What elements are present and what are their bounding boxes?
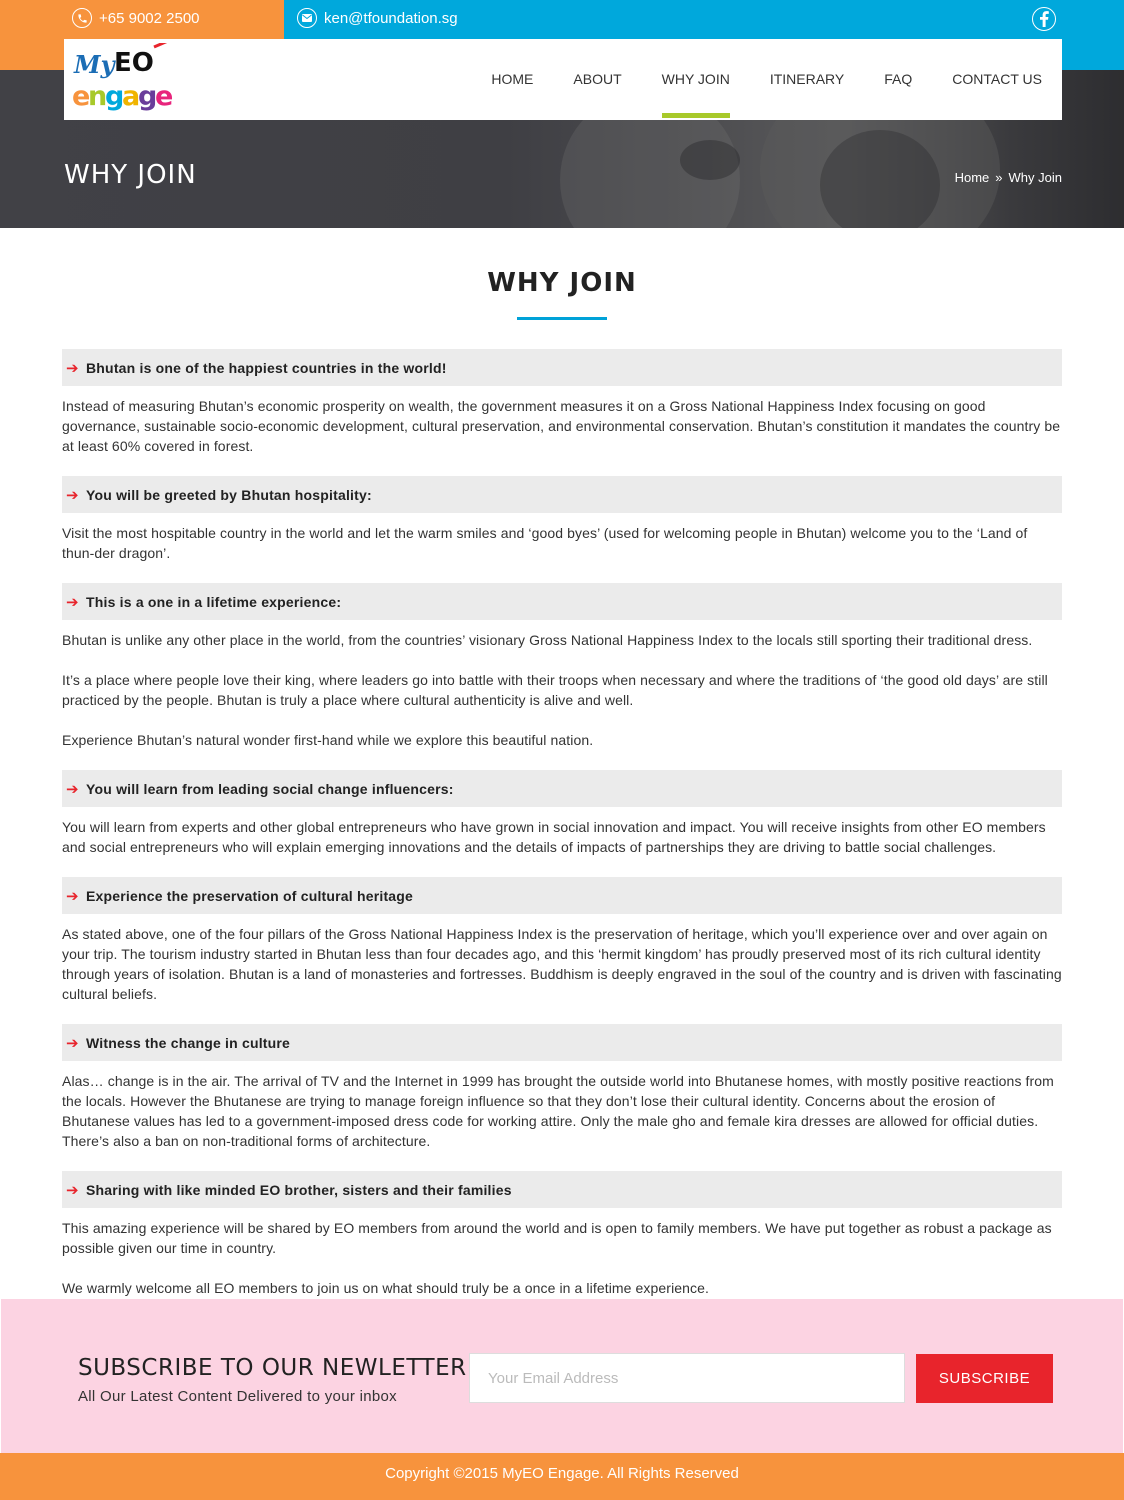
arrow-right-icon: ➔ bbox=[66, 1034, 79, 1052]
section-heading-label: Experience the preservation of cultural heritage bbox=[86, 887, 414, 904]
nav-home[interactable]: HOME bbox=[491, 71, 534, 87]
section-paragraph: Alas… change is in the air. The arrival of TV and the Internet in 1999 has brought the outside world into Bhutanese homes, with mostly positive reactions from the locals. However the Bhutanese are trying to manage foreign influence so that they don’t lose their cultural identity. Concerns about the erosion of Bhutanese values has led to a government-imposed dress code for working attire. Only the male gho and female kira dresses are allowed for official duties. There’s also a ban on non-traditional forms of architecture. bbox=[62, 1073, 1054, 1149]
section-heading bbox=[62, 583, 1062, 620]
newsletter-email-input[interactable] bbox=[469, 1353, 905, 1403]
svg-text:e: e bbox=[155, 81, 174, 112]
breadcrumb bbox=[955, 170, 1062, 185]
phone-number: +65 9002 2500 bbox=[99, 9, 200, 27]
nav-itinerary[interactable]: ITINERARY bbox=[769, 71, 845, 87]
section-heading bbox=[62, 476, 1062, 513]
nav-faq[interactable]: FAQ bbox=[884, 71, 913, 87]
site-header bbox=[64, 39, 1062, 120]
why-join-content bbox=[62, 349, 1062, 1318]
section-paragraph: Visit the most hospitable country in the world and let the warm smiles and ‘good byes’ (used for welcoming people in Bhutan) welcome you to the ‘Land of thun-der dragon’. bbox=[62, 525, 1028, 561]
section-heading-label: Bhutan is one of the happiest countries in the world! bbox=[86, 359, 447, 376]
facebook-icon[interactable] bbox=[1032, 7, 1056, 31]
newsletter-subtitle: All Our Latest Content Delivered to your inbox bbox=[78, 1388, 397, 1405]
svg-text:g: g bbox=[105, 81, 125, 112]
arrow-right-icon: ➔ bbox=[66, 359, 79, 377]
section-paragraph: You will learn from experts and other global entrepreneurs who have grown in social innovation and impact. You will receive insights from other EO members and social entrepreneurs who will explain emerging innovations and the details of impacts of partnerships they are driving to battle social challenges. bbox=[62, 819, 1046, 855]
svg-text:e: e bbox=[72, 81, 91, 112]
myeo-engage-logo[interactable] bbox=[72, 43, 180, 117]
breadcrumb-current: Why Join bbox=[1008, 170, 1062, 185]
banner-title: WHY JOIN bbox=[64, 160, 197, 190]
section-heading bbox=[62, 877, 1062, 914]
section-heading-label: You will be greeted by Bhutan hospitality: bbox=[86, 486, 372, 503]
mail-icon bbox=[297, 8, 317, 28]
email-address: ken@tfoundation.sg bbox=[324, 9, 458, 27]
arrow-right-icon: ➔ bbox=[66, 1181, 79, 1199]
svg-text:n: n bbox=[88, 81, 108, 112]
newsletter-section bbox=[1, 1299, 1123, 1453]
phone-contact[interactable] bbox=[72, 8, 200, 28]
email-contact[interactable] bbox=[297, 8, 458, 28]
newsletter-title: SUBSCRIBE TO OUR NEWLETTER bbox=[78, 1355, 467, 1381]
section-paragraph: We warmly welcome all EO members to join us on what should truly be a once in a lifetime experience. bbox=[62, 1280, 710, 1296]
section-paragraph: Experience Bhutan’s natural wonder first-hand while we explore this beautiful nation. bbox=[62, 732, 594, 748]
section-heading-label: You will learn from leading social change influencers: bbox=[86, 780, 454, 797]
section-paragraph: Instead of measuring Bhutan’s economic prosperity on wealth, the government measures it on a Gross National Happiness Index focusing on good governance, sustainable socio-economic development, cultural preservation, and environmental conservation. Bhutan’s constitution it mandates the country be at least 60% covered in forest. bbox=[62, 398, 1061, 454]
title-underline bbox=[517, 317, 607, 320]
nav-contact-us[interactable]: CONTACT US bbox=[952, 71, 1042, 87]
breadcrumb-separator-icon: » bbox=[995, 170, 1003, 185]
copyright-text: Copyright ©2015 MyEO Engage. All Rights Reserved bbox=[385, 1465, 739, 1482]
section-paragraph: This amazing experience will be shared by EO members from around the world and is open to family members. We have put together as robust a package as possible given our time in country. bbox=[62, 1220, 1052, 1256]
arrow-right-icon: ➔ bbox=[66, 486, 79, 504]
section-heading bbox=[62, 770, 1062, 807]
subscribe-button[interactable]: SUBSCRIBE bbox=[916, 1354, 1053, 1403]
section-heading bbox=[62, 1171, 1062, 1208]
section-heading-label: Witness the change in culture bbox=[86, 1034, 291, 1051]
section-heading bbox=[62, 1024, 1062, 1061]
section-heading-label: Sharing with like minded EO brother, sisters and their families bbox=[86, 1181, 512, 1198]
site-footer bbox=[0, 1453, 1124, 1500]
section-paragraph: Bhutan is unlike any other place in the world, from the countries’ visionary Gross National Happiness Index to the locals still sporting their traditional dress. bbox=[62, 632, 1033, 648]
svg-text:My: My bbox=[74, 50, 115, 79]
section-paragraph: It’s a place where people love their king, where leaders go into battle with their troops when necessary and where the traditions of ‘the good old days’ are still practiced by the people. Bhutan is truly a place where cultural authenticity is alive and well. bbox=[62, 672, 1048, 708]
breadcrumb-home-link[interactable]: Home bbox=[954, 170, 990, 185]
arrow-right-icon: ➔ bbox=[66, 887, 79, 905]
section-paragraph: As stated above, one of the four pillars of the Gross National Happiness Index is the preservation of heritage, which you’ll experience over and over again on your trip. The tourism industry started in Bhutan less than four decades ago, and this ‘hermit kingdom’ has proudly preserved most of its rich cultural identity through years of isolation. Bhutan is a land of monasteries and fortresses. Buddhism is deeply engraved in the soul of the country and is driven with fascinating cultural beliefs. bbox=[62, 926, 1062, 1002]
arrow-right-icon: ➔ bbox=[66, 780, 79, 798]
nav-about[interactable]: ABOUT bbox=[573, 71, 622, 87]
section-heading-label: This is a one in a lifetime experience: bbox=[86, 593, 342, 610]
page-title: WHY JOIN bbox=[487, 268, 637, 298]
svg-text:a: a bbox=[122, 81, 141, 112]
phone-icon bbox=[72, 8, 92, 28]
svg-text:g: g bbox=[138, 81, 158, 112]
main-nav bbox=[471, 39, 1062, 120]
arrow-right-icon: ➔ bbox=[66, 593, 79, 611]
nav-why-join[interactable]: WHY JOIN bbox=[642, 39, 750, 120]
section-heading bbox=[62, 349, 1062, 386]
svg-text:EO: EO bbox=[114, 48, 154, 78]
